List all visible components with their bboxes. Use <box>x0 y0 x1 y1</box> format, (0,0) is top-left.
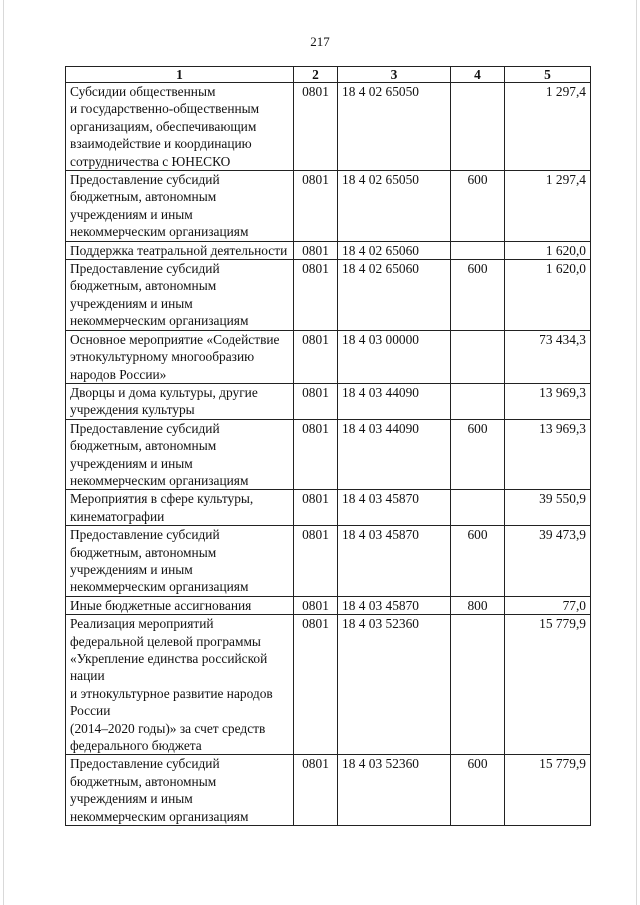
table-header-row <box>66 67 591 83</box>
amount-cell: 1 620,0 <box>505 241 591 259</box>
table-row <box>66 490 591 526</box>
target-article-cell: 18 4 03 45870 <box>338 526 451 597</box>
item-name-cell: Реализация мероприятий федеральной целевой программы «Укрепление единства российской нации и этнокультурное развитие народов России (2014–2020 годы)» за счет средств федерального бюджета <box>66 615 294 755</box>
item-name-cell: Основное мероприятие «Содействие этнокультурному многообразию народов России» <box>66 330 294 383</box>
column-header-1: 1 <box>66 67 294 83</box>
expense-type-cell: 600 <box>451 171 505 242</box>
table-row <box>66 330 591 383</box>
amount-cell: 15 779,9 <box>505 615 591 755</box>
column-header-4: 4 <box>451 67 505 83</box>
expense-type-cell: 800 <box>451 596 505 614</box>
target-article-cell: 18 4 03 44090 <box>338 419 451 490</box>
budget-table <box>65 66 591 826</box>
scan-edge-right <box>636 0 637 905</box>
expense-type-cell <box>451 330 505 383</box>
target-article-cell: 18 4 02 65050 <box>338 171 451 242</box>
table-row <box>66 615 591 755</box>
expense-type-cell: 600 <box>451 419 505 490</box>
target-article-cell: 18 4 03 45870 <box>338 596 451 614</box>
expense-type-cell: 600 <box>451 526 505 597</box>
amount-cell: 15 779,9 <box>505 755 591 826</box>
amount-cell: 73 434,3 <box>505 330 591 383</box>
section-code-cell: 0801 <box>294 383 338 419</box>
table-row <box>66 383 591 419</box>
target-article-cell: 18 4 03 45870 <box>338 490 451 526</box>
table-row <box>66 596 591 614</box>
item-name-cell: Иные бюджетные ассигнования <box>66 596 294 614</box>
target-article-cell: 18 4 03 44090 <box>338 383 451 419</box>
section-code-cell: 0801 <box>294 83 338 171</box>
section-code-cell: 0801 <box>294 171 338 242</box>
target-article-cell: 18 4 02 65050 <box>338 83 451 171</box>
item-name-cell: Предоставление субсидий бюджетным, автономным учреждениям и иным некоммерческим организациям <box>66 419 294 490</box>
item-name-cell: Предоставление субсидий бюджетным, автономным учреждениям и иным некоммерческим организациям <box>66 171 294 242</box>
item-name-cell: Мероприятия в сфере культуры, кинематографии <box>66 490 294 526</box>
expense-type-cell <box>451 490 505 526</box>
item-name-cell: Дворцы и дома культуры, другие учреждения культуры <box>66 383 294 419</box>
scan-edge-left <box>3 0 4 905</box>
section-code-cell: 0801 <box>294 490 338 526</box>
item-name-cell: Предоставление субсидий бюджетным, автономным учреждениям и иным некоммерческим организациям <box>66 260 294 331</box>
table-body <box>66 83 591 826</box>
table-row <box>66 526 591 597</box>
section-code-cell: 0801 <box>294 615 338 755</box>
amount-cell: 39 550,9 <box>505 490 591 526</box>
target-article-cell: 18 4 03 52360 <box>338 615 451 755</box>
section-code-cell: 0801 <box>294 260 338 331</box>
target-article-cell: 18 4 02 65060 <box>338 241 451 259</box>
amount-cell: 77,0 <box>505 596 591 614</box>
table-row <box>66 419 591 490</box>
expense-type-cell <box>451 241 505 259</box>
section-code-cell: 0801 <box>294 419 338 490</box>
target-article-cell: 18 4 02 65060 <box>338 260 451 331</box>
expense-type-cell: 600 <box>451 260 505 331</box>
column-header-5: 5 <box>505 67 591 83</box>
expense-type-cell <box>451 83 505 171</box>
table-row <box>66 755 591 826</box>
column-header-3: 3 <box>338 67 451 83</box>
amount-cell: 39 473,9 <box>505 526 591 597</box>
item-name-cell: Субсидии общественным и государственно-общественным организациям, обеспечивающим взаимодействие и координацию сотрудничества с ЮНЕСКО <box>66 83 294 171</box>
target-article-cell: 18 4 03 52360 <box>338 755 451 826</box>
section-code-cell: 0801 <box>294 241 338 259</box>
column-header-2: 2 <box>294 67 338 83</box>
item-name-cell: Предоставление субсидий бюджетным, автономным учреждениям и иным некоммерческим организациям <box>66 526 294 597</box>
amount-cell: 1 297,4 <box>505 171 591 242</box>
table-row <box>66 83 591 171</box>
table-row <box>66 171 591 242</box>
amount-cell: 13 969,3 <box>505 383 591 419</box>
section-code-cell: 0801 <box>294 755 338 826</box>
amount-cell: 1 620,0 <box>505 260 591 331</box>
target-article-cell: 18 4 03 00000 <box>338 330 451 383</box>
section-code-cell: 0801 <box>294 330 338 383</box>
section-code-cell: 0801 <box>294 596 338 614</box>
item-name-cell: Поддержка театральной деятельности <box>66 241 294 259</box>
page-number: 217 <box>310 34 330 49</box>
amount-cell: 1 297,4 <box>505 83 591 171</box>
amount-cell: 13 969,3 <box>505 419 591 490</box>
table-row <box>66 260 591 331</box>
section-code-cell: 0801 <box>294 526 338 597</box>
expense-type-cell: 600 <box>451 755 505 826</box>
expense-type-cell <box>451 383 505 419</box>
item-name-cell: Предоставление субсидий бюджетным, автономным учреждениям и иным некоммерческим организациям <box>66 755 294 826</box>
table-row <box>66 241 591 259</box>
expense-type-cell <box>451 615 505 755</box>
